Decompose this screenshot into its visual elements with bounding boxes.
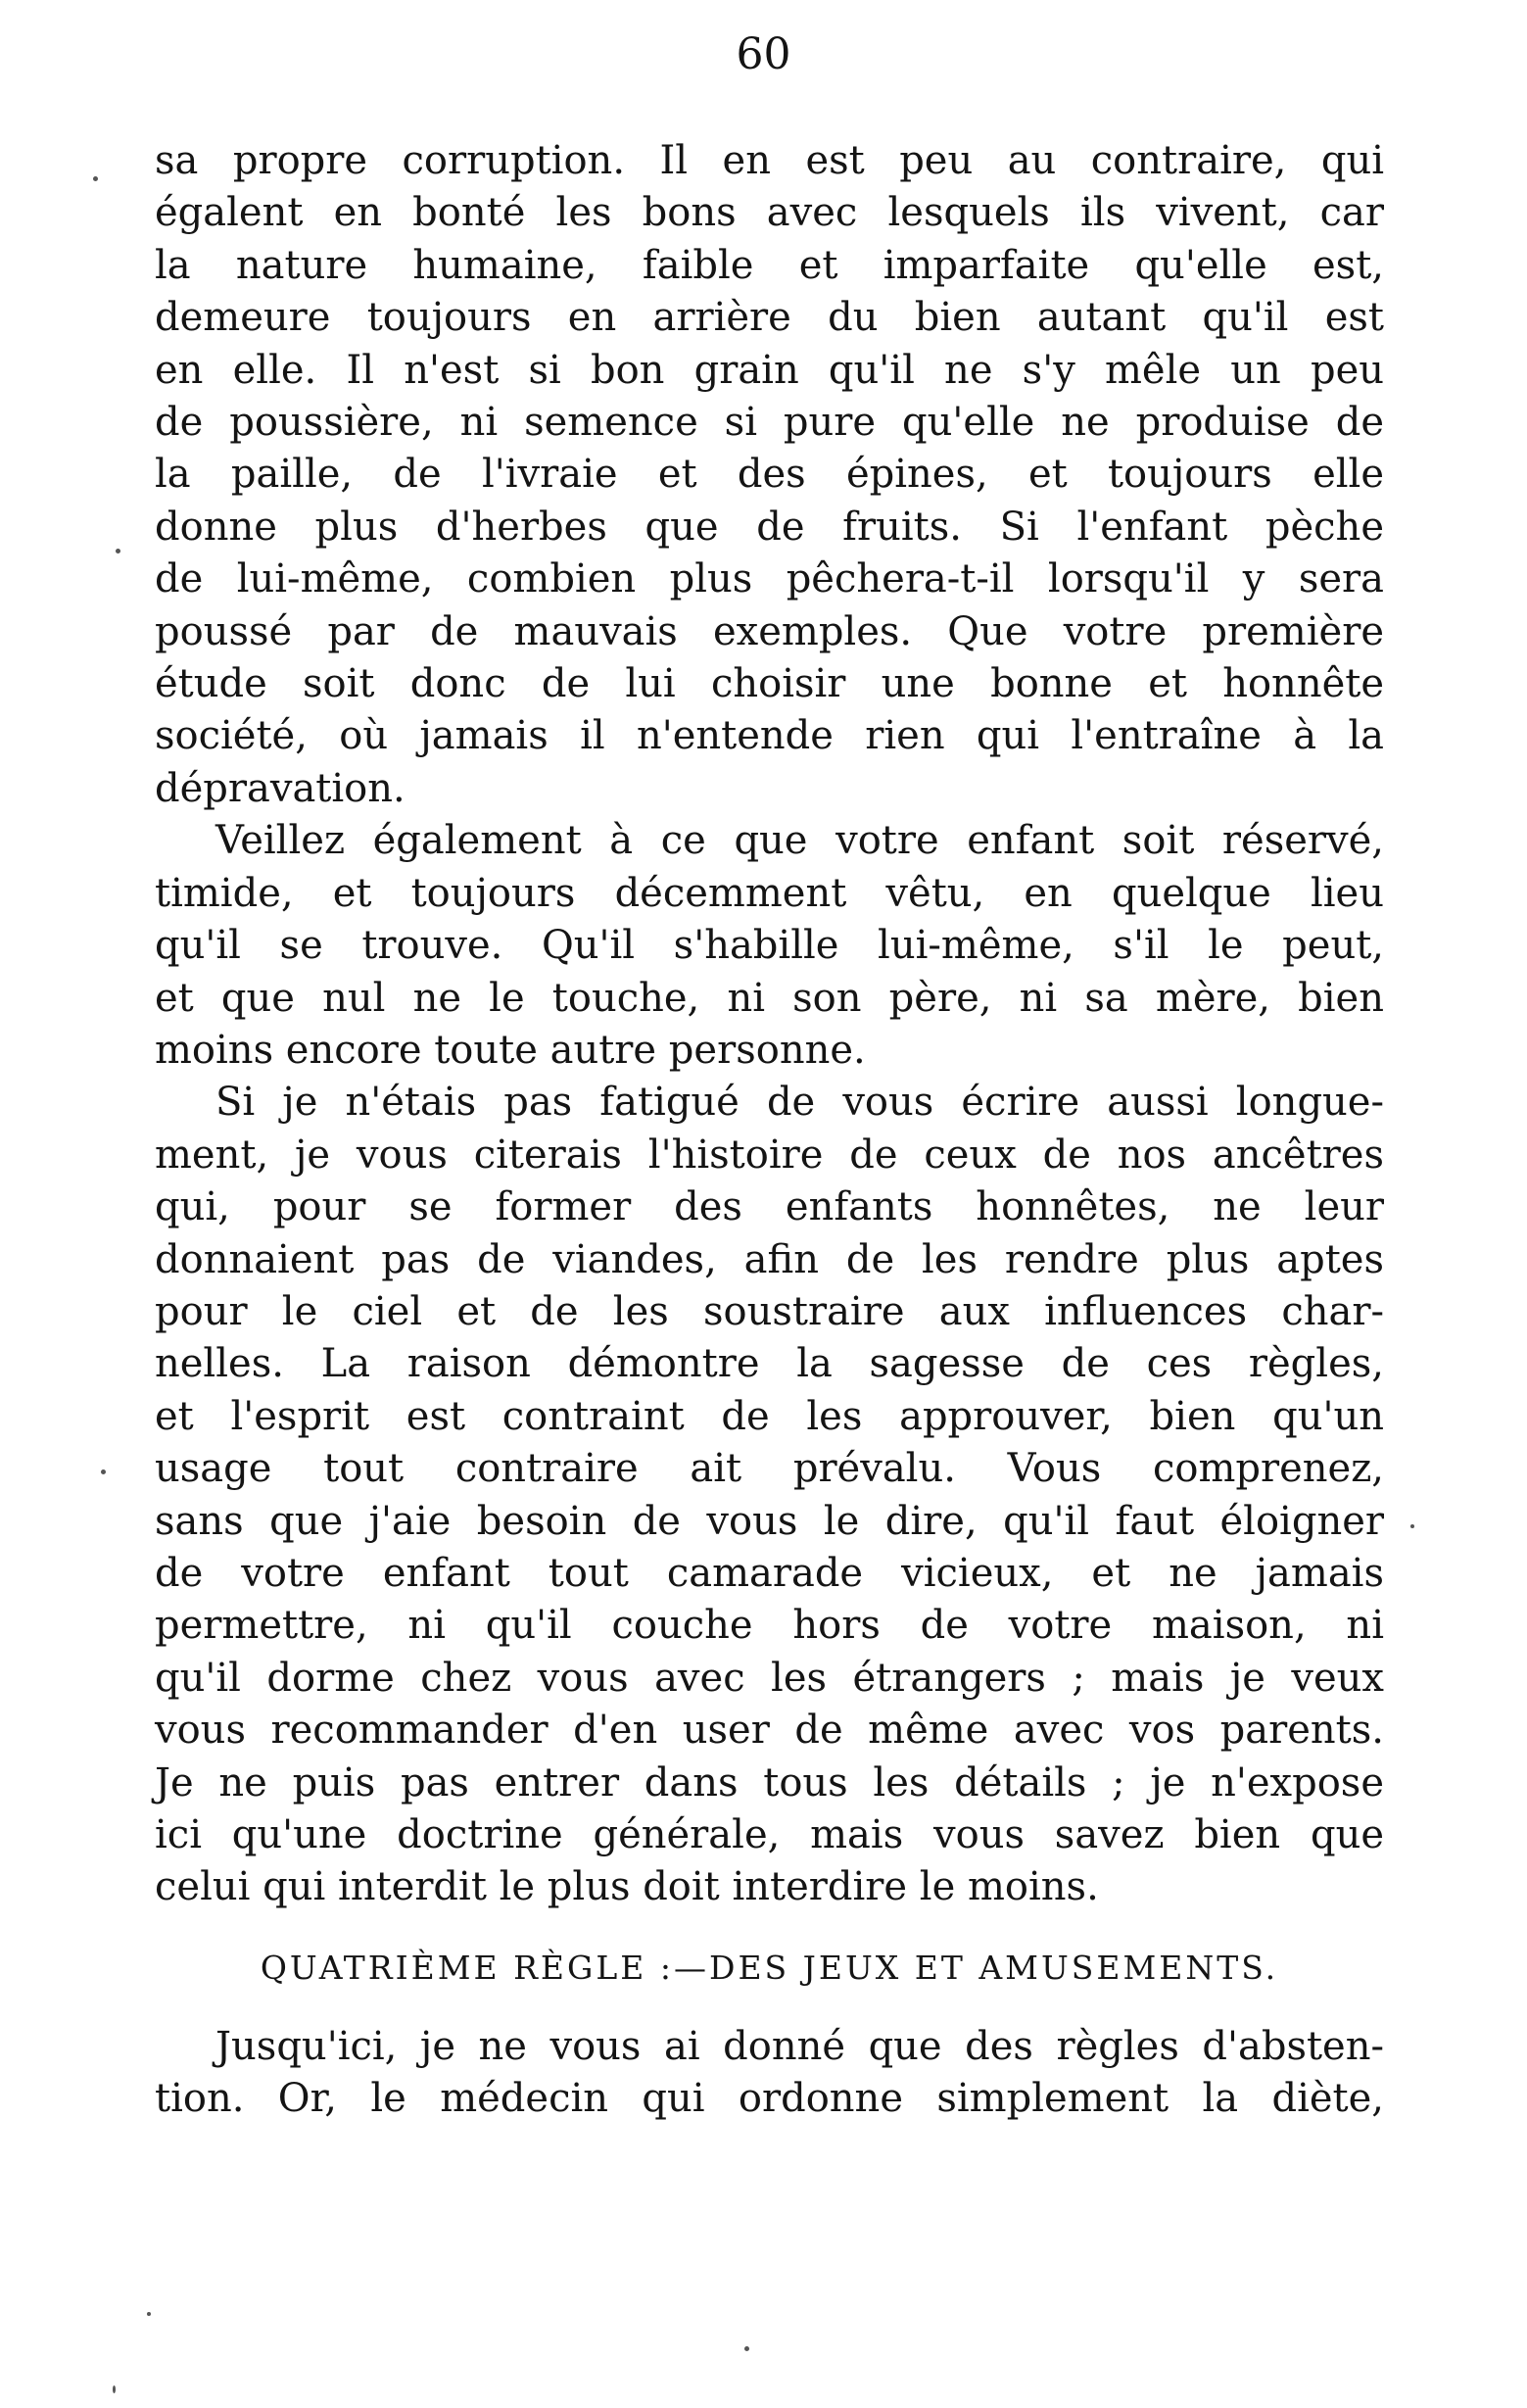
text-line: nelles. La raison démontre la sagesse de ces règles, <box>155 1341 1384 1387</box>
text-line: donne plus d'herbes que de fruits. Si l'enfant pèche <box>155 504 1384 550</box>
scan-speck <box>116 549 120 554</box>
text-line: Veillez également à ce que votre enfant soit réservé, <box>215 818 1384 864</box>
text-line: poussé par de mauvais exemples. Que votre première <box>155 608 1384 654</box>
text-line: qu'il se trouve. Qu'il s'habille lui-même, s'il le peut, <box>155 923 1384 969</box>
text-line: sans que j'aie besoin de vous le dire, qu'il faut éloigner <box>155 1498 1384 1544</box>
text-line: celui qui interdit le plus doit interdire le moins. <box>155 1864 1099 1910</box>
text-line: sa propre corruption. Il en est peu au contraire, qui <box>155 138 1384 183</box>
text-line: de lui-même, combien plus pêchera-t-il lorsqu'il y sera <box>155 556 1384 602</box>
text-line: timide, et toujours décemment vêtu, en quelque lieu <box>155 870 1384 916</box>
text-line: la paille, de l'ivraie et des épines, et toujours elle <box>155 452 1384 498</box>
text-line: de votre enfant tout camarade vicieux, et ne jamais <box>155 1550 1384 1596</box>
text-line: permettre, ni qu'il couche hors de votre maison, ni <box>155 1603 1384 1649</box>
text-line: Je ne puis pas entrer dans tous les détails ; je n'expose <box>155 1759 1384 1806</box>
text-line: ici qu'une doctrine générale, mais vous savez bien que <box>155 1812 1384 1857</box>
scan-speck <box>744 2346 749 2351</box>
text-line: pour le ciel et de les soustraire aux influences char- <box>155 1288 1384 1334</box>
text-line: Jusqu'ici, je ne vous ai donné que des règles d'absten- <box>215 2023 1384 2069</box>
text-line: de poussière, ni semence si pure qu'elle ne produise de <box>155 400 1384 446</box>
text-line: vous recommander d'en user de même avec vos parents. <box>155 1708 1384 1754</box>
text-line: en elle. Il n'est si bon grain qu'il ne s'y mêle un peu <box>155 347 1384 393</box>
text-line: moins encore toute autre personne. <box>155 1027 866 1073</box>
scan-speck <box>101 1469 106 1474</box>
text-line: donnaient pas de viandes, afin de les rendre plus aptes <box>155 1236 1384 1282</box>
text-line: Si je n'étais pas fatigué de vous écrire aussi longue- <box>215 1080 1384 1126</box>
text-line: égalent en bonté les bons avec lesquels ils vivent, car <box>155 190 1384 236</box>
text-line: usage tout contraire ait prévalu. Vous comprenez, <box>155 1446 1384 1492</box>
section-heading: QUATRIÈME RÈGLE :—DES JEUX ET AMUSEMENTS. <box>260 1948 1279 1987</box>
text-line: la nature humaine, faible et imparfaite qu'elle est, <box>155 242 1384 288</box>
text-line: société, où jamais il n'entende rien qui l'entraîne à la <box>155 713 1384 759</box>
scan-speck <box>147 2312 151 2316</box>
text-line: tion. Or, le médecin qui ordonne simplement la diète, <box>155 2076 1384 2122</box>
text-line: ment, je vous citerais l'histoire de ceux de nos ancêtres <box>155 1132 1384 1178</box>
page-number: 60 <box>736 29 791 79</box>
paragraph-2 <box>155 815 1384 1077</box>
scan-speck <box>93 176 98 181</box>
paragraph-4 <box>155 2021 1384 2126</box>
text-line: dépravation. <box>155 765 406 811</box>
text-line: demeure toujours en arrière du bien autant qu'il est <box>155 295 1384 341</box>
paragraph-3 <box>155 1077 1384 1914</box>
scan-speck <box>113 2385 116 2393</box>
text-line: et que nul ne le touche, ni son père, ni sa mère, bien <box>155 975 1384 1021</box>
text-line: et l'esprit est contraint de les approuver, bien qu'un <box>155 1393 1384 1439</box>
text-line: étude soit donc de lui choisir une bonne et honnête <box>155 661 1384 707</box>
text-line: qui, pour se former des enfants honnêtes, ne leur <box>155 1184 1384 1230</box>
scan-speck <box>1410 1524 1414 1528</box>
text-line: qu'il dorme chez vous avec les étrangers ; mais je veux <box>155 1655 1384 1701</box>
paragraph-1 <box>155 135 1384 815</box>
page-body <box>155 135 1384 2126</box>
